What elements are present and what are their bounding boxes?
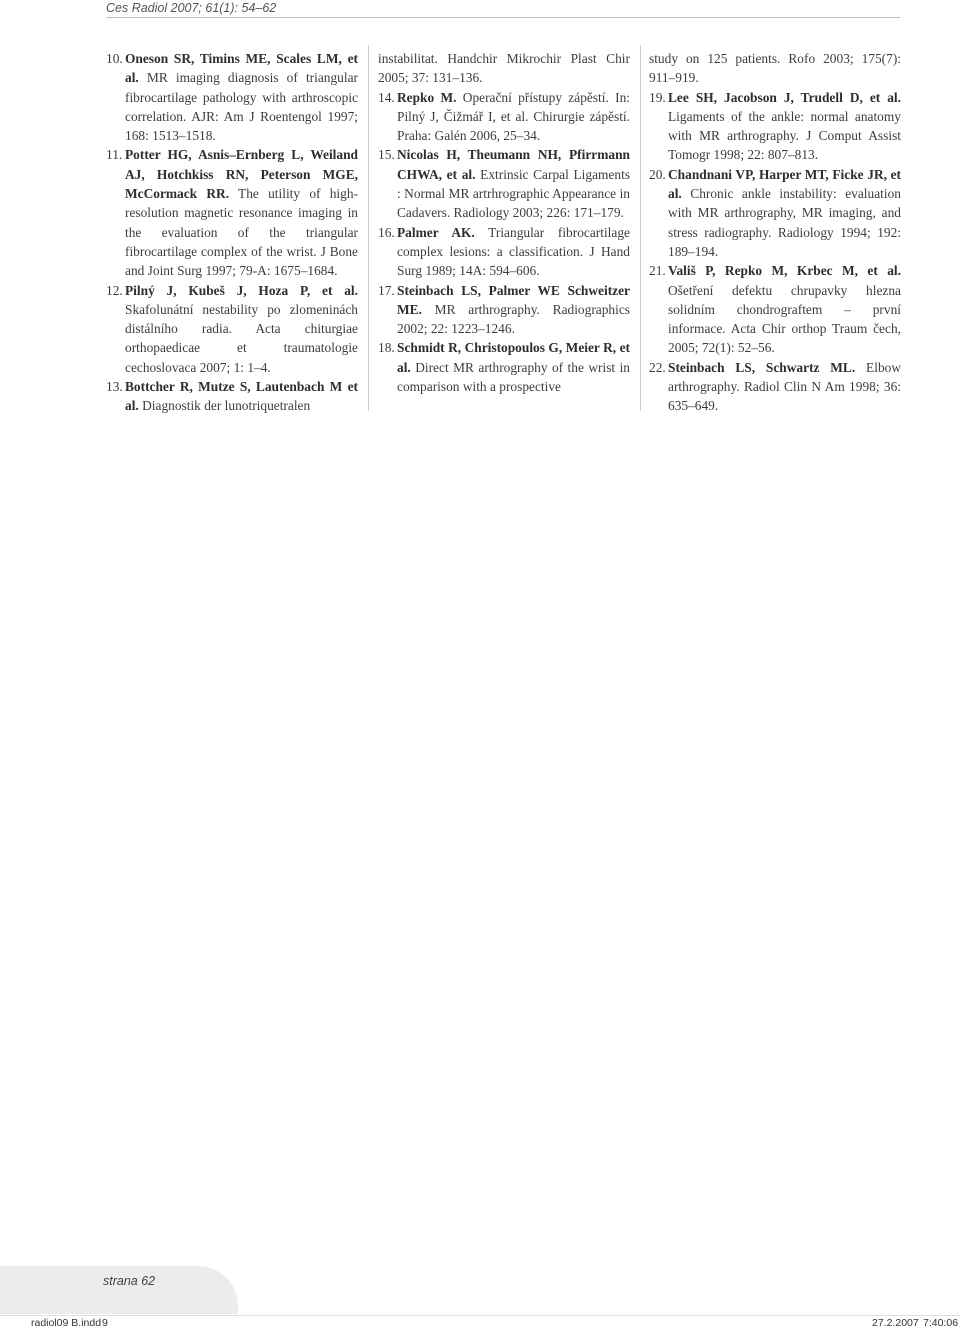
reference-text: The utility of high-resolution magnetic resonance imaging in the evaluation of the triangular fibrocartilage complex of the wrist. J Bone and Joint Surg 1997; 79-A: 1675–1684.: [125, 186, 358, 279]
reference-authors: Steinbach LS, Schwartz ML.: [668, 359, 856, 375]
slug-page: 9: [102, 1317, 108, 1329]
reference-item: [649, 358, 901, 416]
reference-number: 13.: [106, 379, 123, 395]
reference-text: Operační přístupy zápěstí. In: Pilný J, Čižmář I, et al. Chirurgie zápěstí. Praha: Galén 2006, 25–34.: [397, 89, 630, 144]
reference-item: [378, 223, 630, 281]
slug-date: 27.2.2007: [872, 1317, 919, 1329]
reference-number: 21.: [649, 263, 666, 279]
reference-text: Ošetření defektu chrupavky hlezna solidním chondrograftem – první informace. Acta Chir orthop Traum čech, 2005; 72(1): 52–56.: [668, 282, 901, 356]
reference-number: 18.: [378, 340, 395, 356]
reference-item: [106, 377, 358, 416]
reference-authors: Steinbach LS, Palmer WE Schweitzer ME.: [397, 282, 630, 317]
header-rule: [106, 17, 900, 18]
reference-number: 11.: [106, 147, 123, 163]
reference-authors: Schmidt R, Christopoulos G, Meier R, et al.: [397, 340, 630, 375]
reference-text: MR imaging diagnosis of triangular fibrocartilage pathology with arthroscopic correlation. AJR: Am J Roentengol 1997; 168: 1513–1518.: [125, 70, 358, 144]
reference-item: [106, 281, 358, 377]
reference-authors: Lee SH, Jacobson J, Trudell D, et al.: [668, 89, 901, 105]
reference-number: 15.: [378, 147, 395, 163]
reference-item: [106, 49, 358, 145]
reference-authors: Vališ P, Repko M, Krbec M, et al.: [668, 263, 901, 279]
reference-authors: Chandnani VP, Harper MT, Ficke JR, et al.: [668, 166, 901, 202]
reference-text: Chronic ankle instability: evaluation with MR arthrography, MR imaging, and stress radiography. Radiology 1994; 192: 189–194.: [668, 186, 901, 259]
reference-number: 22.: [649, 359, 666, 375]
column-divider: [368, 45, 369, 411]
slug-rule: [0, 1315, 960, 1316]
page-number: strana 62: [103, 1274, 156, 1288]
reference-item: [378, 88, 630, 146]
reference-number: 17.: [378, 282, 395, 298]
reference-text: Ligaments of the ankle: normal anatomy with MR arthrography. J Comput Assist Tomogr 1998; 22: 807–813.: [668, 108, 901, 163]
reference-item: [378, 145, 630, 222]
reference-authors: Nicolas H, Theumann NH, Pfirrmann CHWA, et al.: [397, 147, 630, 182]
reference-continuation: study on 125 patients. Rofo 2003; 175(7): 911–919.: [649, 51, 901, 86]
reference-authors: Pilný J, Kubeš J, Hoza P, et al.: [125, 282, 358, 298]
reference-column-1: [106, 49, 358, 416]
reference-text: Diagnostik der lunotriquetralen: [138, 398, 311, 414]
slug-time: 7:40:06: [923, 1317, 959, 1329]
reference-item: [649, 88, 901, 165]
reference-number: 16.: [378, 224, 395, 240]
reference-authors: Palmer AK.: [397, 224, 475, 240]
reference-number: 12.: [106, 282, 123, 298]
reference-column-2: [378, 49, 630, 396]
reference-text: Triangular fibrocartilage complex lesions: a classification. J Hand Surg 1989; 14A: 594–606.: [397, 224, 630, 279]
reference-text: Elbow arthrography. Radiol Clin N Am 1998; 36: 635–649.: [668, 359, 901, 414]
reference-continuation: instabilitat. Handchir Mikrochir Plast Chir 2005; 37: 131–136.: [378, 51, 630, 86]
reference-item: [649, 165, 901, 261]
running-head: Ces Radiol 2007; 61(1): 54–62: [106, 1, 277, 15]
reference-number: 10.: [106, 51, 123, 66]
reference-item: [378, 338, 630, 396]
reference-text: MR arthrography. Radiographics 2002; 22: 1223–1246.: [397, 301, 630, 337]
reference-text: Direct MR arthrography of the wrist in comparison with a prospective: [397, 359, 630, 395]
reference-authors: Bottcher R, Mutze S, Lautenbach M et al.: [125, 379, 358, 414]
reference-column-3: [649, 49, 901, 416]
reference-item: [649, 261, 901, 357]
reference-authors: Potter HG, Asnis–Ernberg L, Weiland AJ, Hotchkiss RN, Peterson MGE, McCormack RR.: [125, 147, 358, 202]
reference-authors: Repko M.: [397, 89, 457, 105]
slug-filename: radiol09 B.indd: [31, 1317, 102, 1329]
reference-number: 14.: [378, 89, 395, 105]
reference-number: 20.: [649, 166, 666, 182]
reference-authors: Oneson SR, Timins ME, Scales LM, et al.: [125, 51, 358, 86]
reference-text: Skafolunátní nestability po zlomeninách distálního radia. Acta chiturgiae orthopaedicae et traumatologie cechoslovaca 2007; 1: 1–4.: [125, 301, 358, 375]
reference-item: [106, 145, 358, 280]
reference-item: [378, 281, 630, 339]
reference-number: 19.: [649, 89, 666, 105]
column-divider: [640, 45, 641, 411]
reference-text: Extrinsic Carpal Ligaments : Normal MR artrhrographic Appearance in Cadavers. Radiology 2003; 226: 171–179.: [397, 166, 630, 221]
